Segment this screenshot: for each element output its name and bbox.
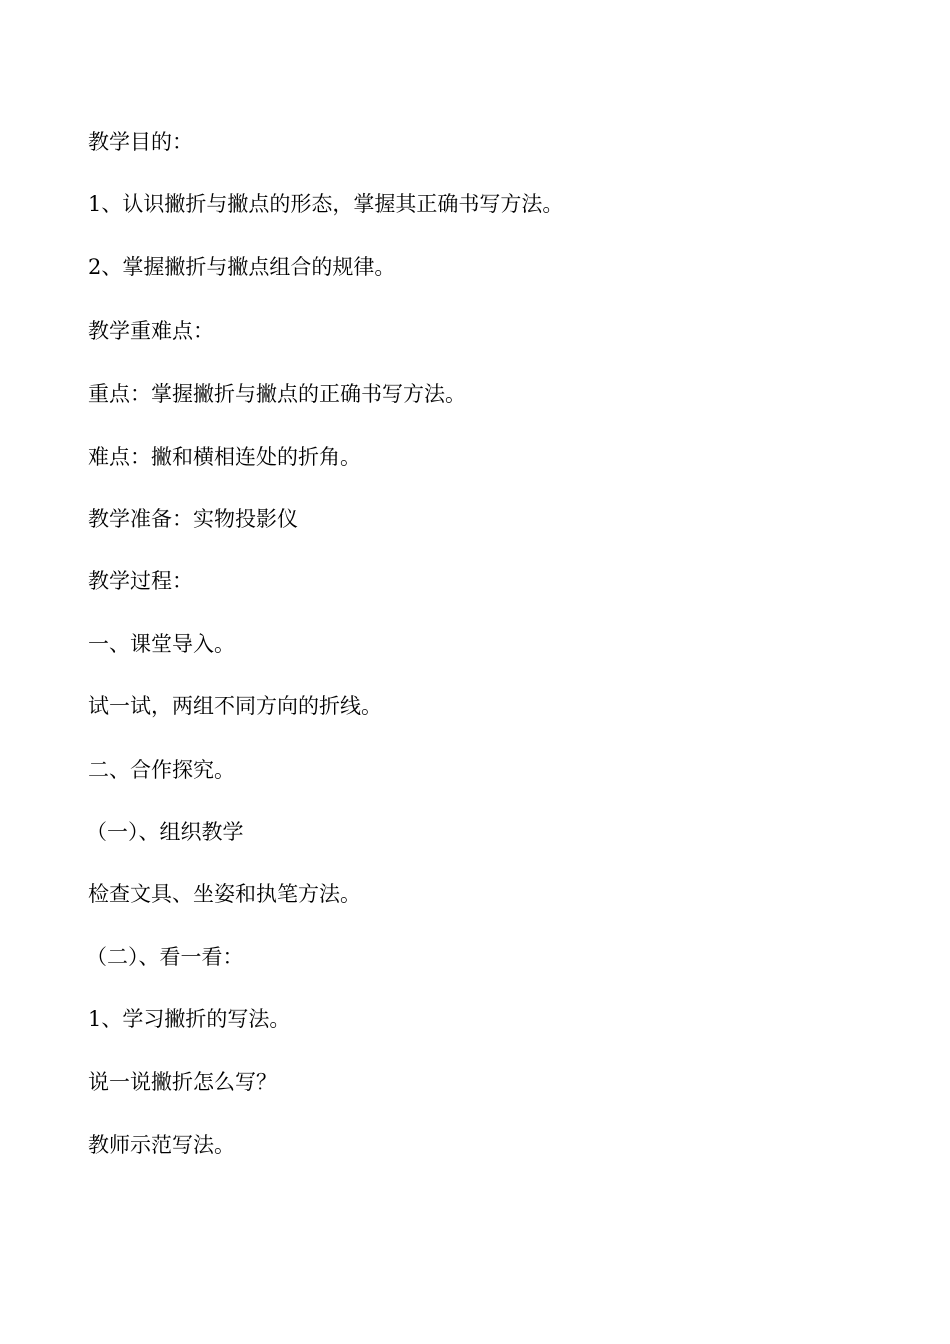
subsection-look: （二）、看一看： xyxy=(86,945,244,969)
subsection-organize-content: 检查文具、坐姿和执笔方法。 xyxy=(88,882,361,906)
key-point: 重点：掌握撇折与撇点的正确书写方法。 xyxy=(88,382,466,406)
goal-item-1: 1、认识撇折与撇点的形态，掌握其正确书写方法。 xyxy=(88,192,564,216)
teacher-demo: 教师示范写法。 xyxy=(88,1133,235,1157)
heading-teaching-goals: 教学目的： xyxy=(88,130,193,154)
learn-question: 说一说撇折怎么写？ xyxy=(88,1070,277,1094)
goal-item-2: 2、掌握撇折与撇点组合的规律。 xyxy=(88,255,396,279)
section-1-introduction: 一、课堂导入。 xyxy=(88,632,235,656)
section-2-cooperative-inquiry: 二、合作探究。 xyxy=(88,758,235,782)
difficult-point: 难点：撇和横相连处的折角。 xyxy=(88,445,361,469)
teaching-preparation: 教学准备：实物投影仪 xyxy=(88,507,298,531)
heading-teaching-process: 教学过程： xyxy=(88,569,193,593)
subsection-organize-teaching: （一）、组织教学 xyxy=(86,820,244,844)
heading-key-difficult-points: 教学重难点： xyxy=(88,319,214,343)
learn-item-1: 1、学习撇折的写法。 xyxy=(88,1007,291,1031)
section-1-content: 试一试，两组不同方向的折线。 xyxy=(88,694,382,718)
